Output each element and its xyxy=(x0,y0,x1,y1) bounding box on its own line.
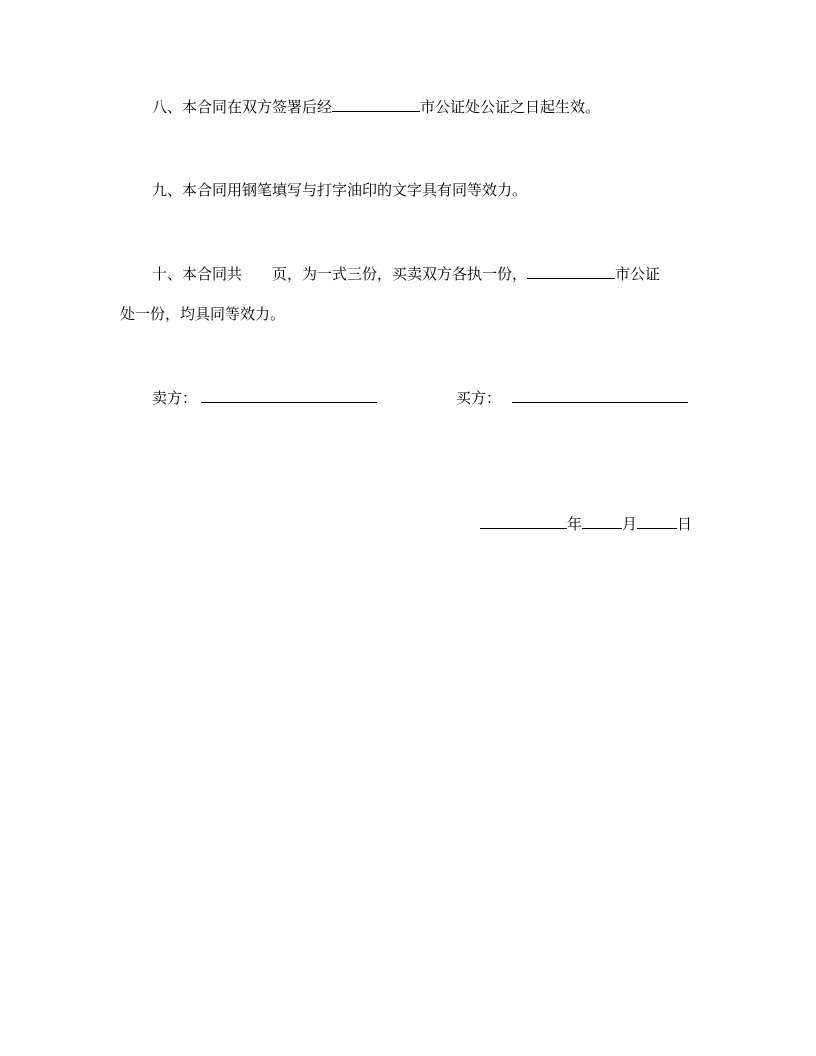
seller-signature xyxy=(152,387,377,407)
clause-10-line-2 xyxy=(120,304,285,324)
clause-10-text-1: 十、本合同共 xyxy=(152,265,243,283)
clause-8-text-after: 市公证处公证之日起生效。 xyxy=(420,98,601,116)
clause-8-text-before: 八、本合同在双方签署后经 xyxy=(152,98,333,116)
buyer-signature-line xyxy=(512,387,688,403)
date-line xyxy=(480,513,692,533)
year-label: 年 xyxy=(567,515,583,533)
month-blank xyxy=(582,513,622,529)
clause-10-text-3: 市公证 xyxy=(615,265,661,283)
clause-8 xyxy=(152,96,600,116)
year-blank xyxy=(480,513,567,529)
clause-10-line-1 xyxy=(152,263,660,283)
buyer-signature xyxy=(456,387,688,407)
buyer-label: 买方： xyxy=(456,389,502,407)
notary-city-blank xyxy=(332,96,420,112)
month-label: 月 xyxy=(622,515,638,533)
day-blank xyxy=(637,513,677,529)
seller-signature-line xyxy=(201,387,377,403)
day-label: 日 xyxy=(677,515,693,533)
clause-10-text-4: 处一份，均具同等效力。 xyxy=(120,305,286,323)
clause-9 xyxy=(152,180,527,200)
clause-9-text: 九、本合同用钢笔填写与打字油印的文字具有同等效力。 xyxy=(152,181,528,199)
notary-city-blank-2 xyxy=(527,263,615,279)
seller-label: 卖方： xyxy=(152,389,198,407)
clause-10-text-2: 页，为一式三份，买卖双方各执一份， xyxy=(272,265,528,283)
